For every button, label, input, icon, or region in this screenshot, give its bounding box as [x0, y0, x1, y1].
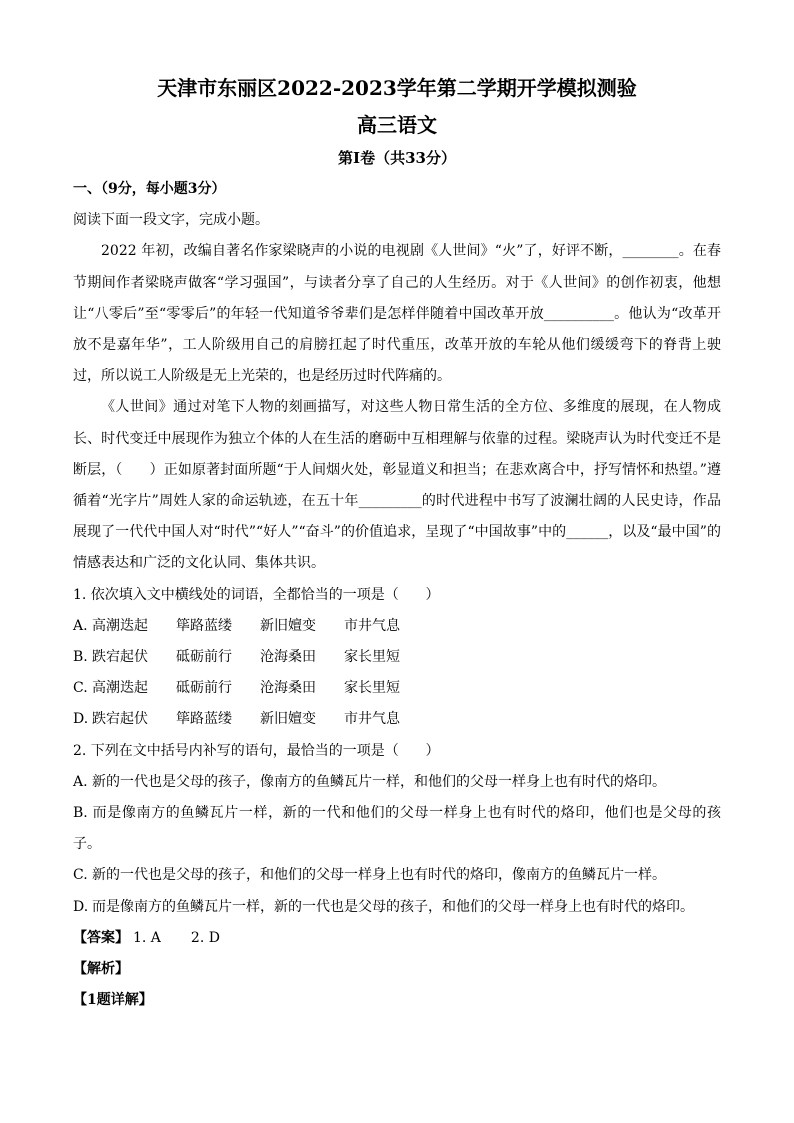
- analysis-label: 【解析】: [73, 961, 129, 978]
- option-term: 跌宕起伏: [92, 649, 148, 666]
- option-letter: A.: [73, 773, 88, 790]
- option-term: 高潮迭起: [92, 617, 148, 634]
- question-2-option-c: [73, 860, 721, 891]
- option-letter: B.: [73, 649, 88, 666]
- question-2-option-a: [73, 767, 721, 798]
- option-term: 跌宕起伏: [92, 711, 148, 728]
- question-1-option-c: [73, 673, 721, 704]
- subject-title: 高三语文: [357, 113, 437, 137]
- reading-instruction: 阅读下面一段文字，完成小题。: [73, 212, 269, 229]
- option-term: 沧海桑田: [260, 649, 316, 666]
- reading-paragraph-2: 《人世间》通过对笔下人物的刻画描写，对这些人物日常生活的全方位、多维度的展现，在人物成长、时代变迁中展现作为独立个体的人在生活的磨砺中互相理解与依靠的过程。梁晓声认为时代变迁不是断层，（ ）正如原著封面所题“于人间烟火处，彰显道义和担当；在悲欢离合中，抒写情怀和热望。”遵循着“光字片”周姓人家的命运轨迹，在五十年_________的时代进程中书写了波澜壮阔的人民史诗，作品展现了一代代中国人对“时代”“好人”“奋斗”的价值追求，呈现了“中国故事”中的______，以及“最中国”的情感表达和广泛的文化认同、集体共识。: [73, 399, 721, 572]
- option-letter: B.: [73, 805, 88, 822]
- option-term: 沧海桑田: [260, 680, 316, 697]
- answer-item: 2. D: [190, 929, 220, 946]
- option-term: 家长里短: [344, 680, 400, 697]
- option-text: 新的一代也是父母的孩子，和他们的父母一样身上也有时代的烙印，像南方的鱼鳞瓦片一样。: [92, 867, 666, 884]
- option-letter: D.: [73, 711, 89, 728]
- option-text: 新的一代也是父母的孩子，像南方的鱼鳞瓦片一样，和他们的父母一样身上也有时代的烙印。: [92, 773, 666, 790]
- option-term: 高潮迭起: [92, 680, 148, 697]
- reading-paragraph-1: 2022 年初，改编自著名作家梁晓声的小说的电视剧《人世间》“火”了，好评不断，________。在春节期间作者梁晓声做客“学习强国”，与读者分享了自己的人生经历。对于《人世间》的创作初衷，他想让“八零后”至“零零后”的年轻一代知道爷爷辈们是怎样伴随着中国改革开放__________。他认为“改革开放不是嘉年华”，工人阶级用自己的肩膀扛起了时代重压，改革开放的车轮从他们缓缓弯下的脊背上驶过，所以说工人阶级是无上光荣的，也是经历过时代阵痛的。: [73, 243, 721, 385]
- analysis-detail-label: 【1题详解】: [73, 992, 153, 1009]
- option-text: 而是像南方的鱼鳞瓦片一样，新的一代和他们的父母一样身上也有时代的烙印，他们也是父母的孩子。: [73, 805, 721, 853]
- option-letter: A.: [73, 617, 88, 634]
- option-term: 新旧嬗变: [260, 711, 316, 728]
- question-1-stem: 1. 依次填入文中横线处的词语，全都恰当的一项是（ ）: [73, 586, 440, 603]
- option-term: 市井气息: [344, 617, 400, 634]
- question-1-option-a: [73, 611, 721, 642]
- answer-item: 1. A: [133, 929, 161, 946]
- option-term: 筚路蓝缕: [176, 617, 232, 634]
- option-letter: C.: [73, 867, 88, 884]
- option-term: 砥砺前行: [176, 649, 232, 666]
- section-heading: 一、（9分，每小题3分）: [73, 181, 226, 197]
- question-1-option-d: [73, 704, 721, 735]
- document-body: [73, 174, 721, 1016]
- answer-line: [73, 923, 721, 954]
- document-title: 天津市东丽区2022-2023学年第二学期开学模拟测验: [157, 76, 637, 100]
- option-term: 家长里短: [344, 649, 400, 666]
- option-term: 新旧嬗变: [260, 617, 316, 634]
- question-2-stem: 2. 下列在文中括号内补写的语句，最恰当的一项是（ ）: [73, 742, 440, 759]
- option-term: 市井气息: [344, 711, 400, 728]
- option-term: 砥砺前行: [176, 680, 232, 697]
- answer-label: 【答案】: [73, 929, 129, 946]
- option-text: 而是像南方的鱼鳞瓦片一样，新的一代也是父母的孩子，和他们的父母一样身上也有时代的烙印。: [92, 898, 694, 915]
- question-1-option-b: [73, 642, 721, 673]
- question-2-option-b: [73, 798, 721, 860]
- option-letter: D.: [73, 898, 89, 915]
- volume-heading: 第I卷（共33分）: [338, 149, 456, 167]
- option-letter: C.: [73, 680, 88, 697]
- option-term: 筚路蓝缕: [176, 711, 232, 728]
- question-2-option-d: [73, 892, 721, 923]
